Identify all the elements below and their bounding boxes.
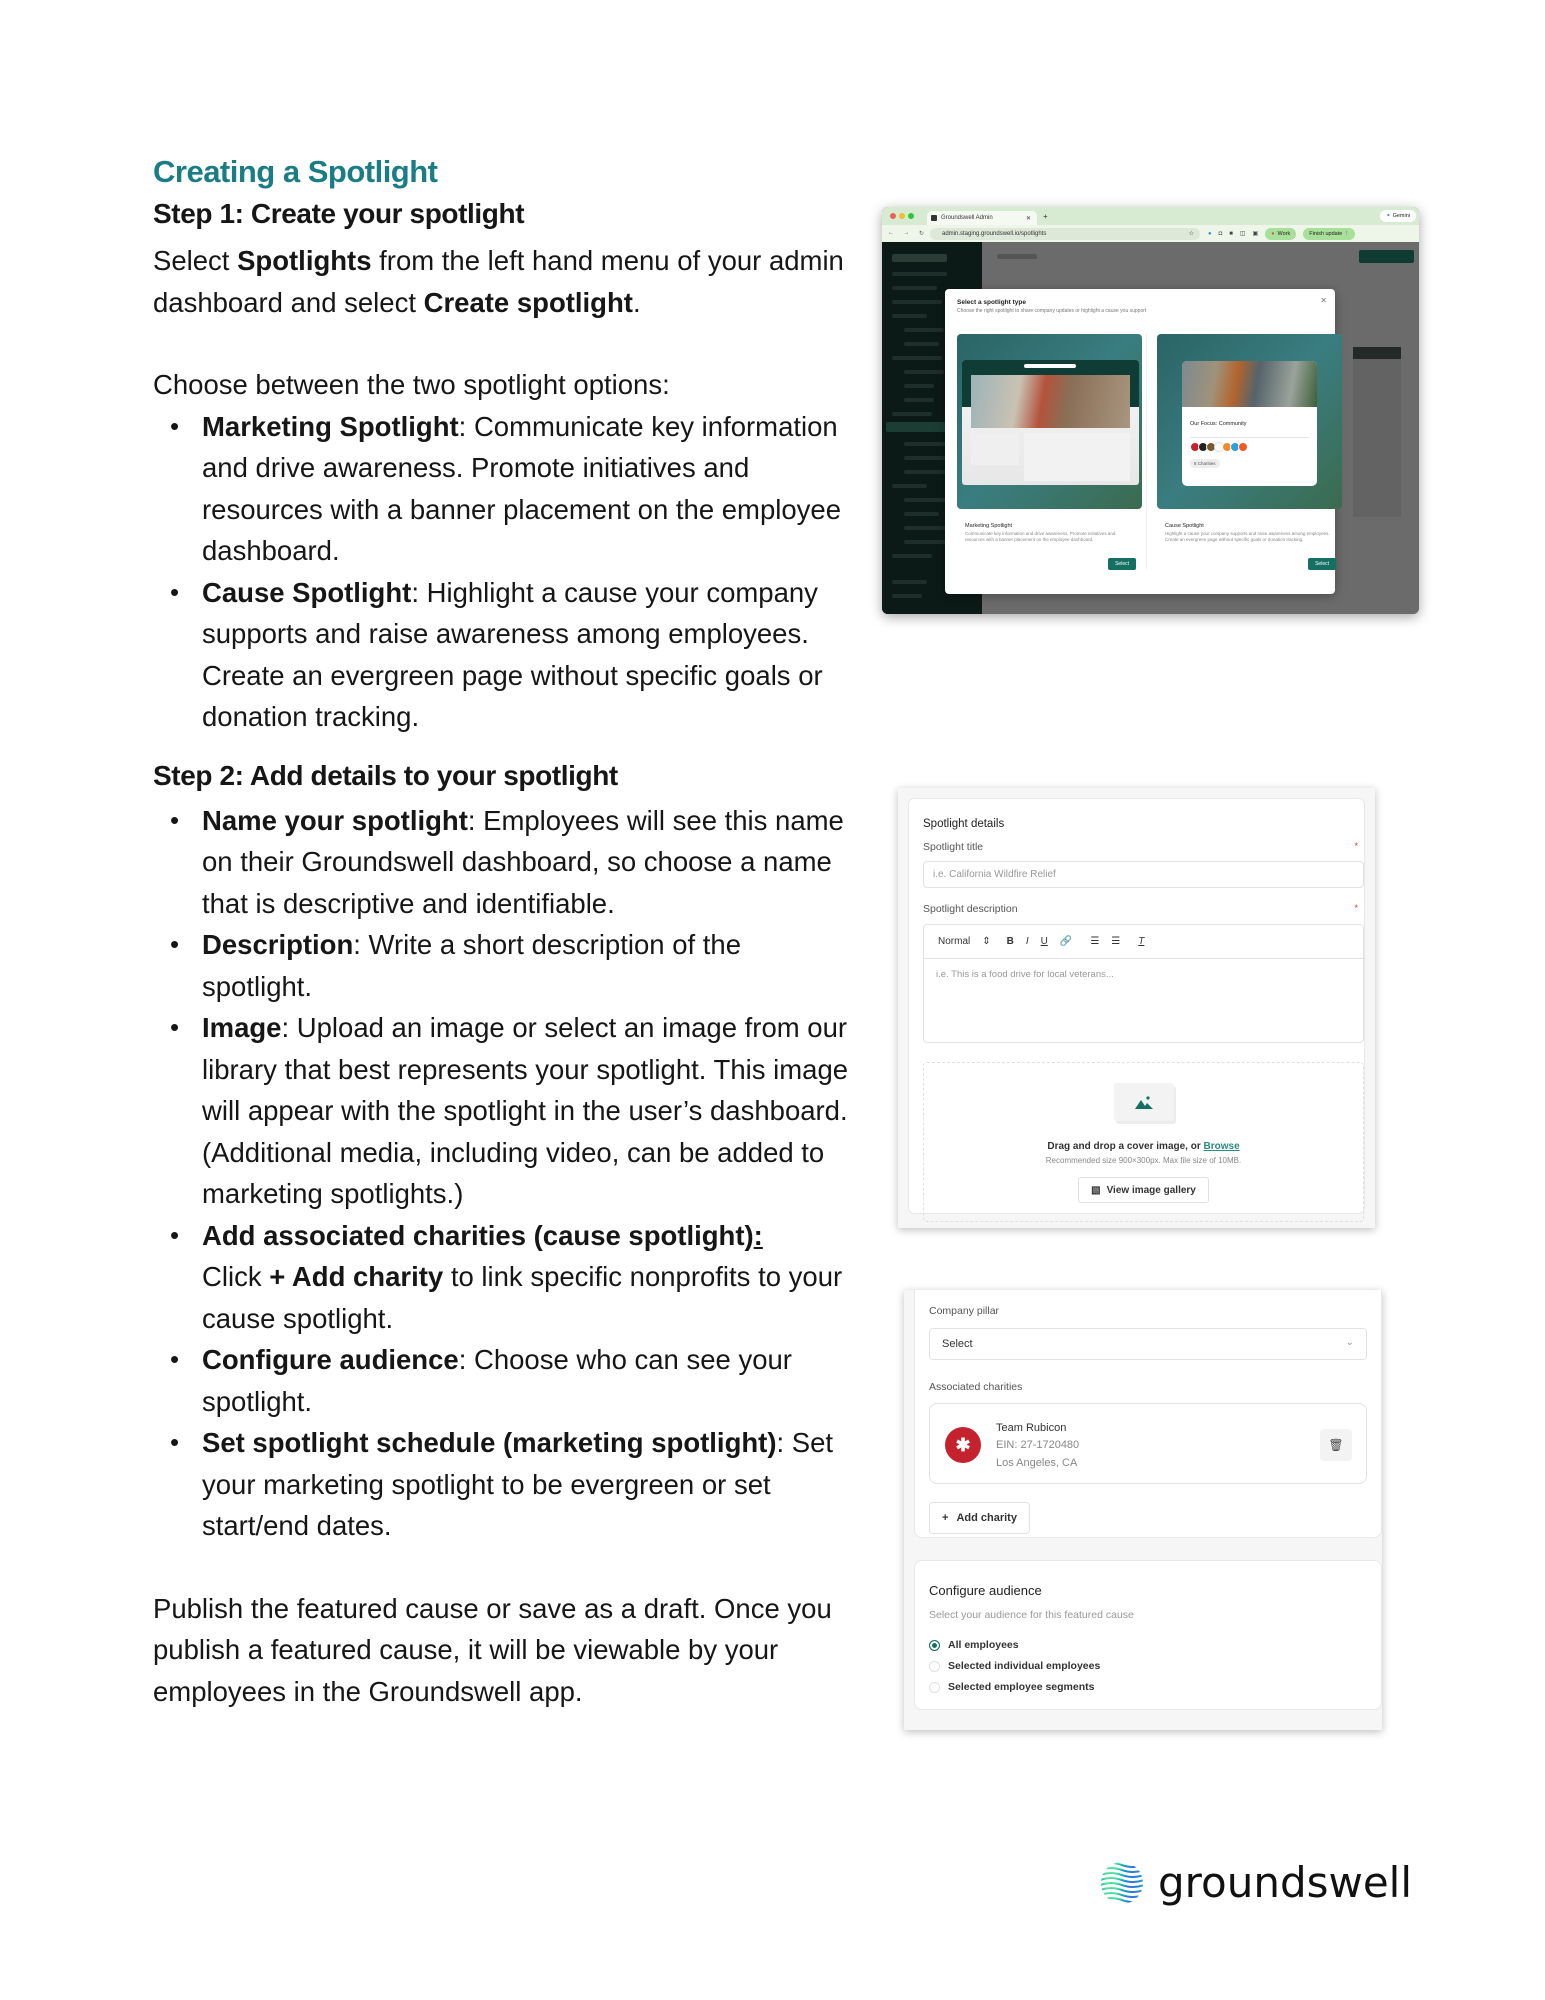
sidebar-item[interactable] [904,512,939,516]
list-item: • Set spotlight schedule (marketing spotlight): Set your marketing spotlight to be evergreen or set start/end dates. [153,1422,853,1547]
select-marketing-button[interactable]: Select [1108,558,1136,570]
audience-title: Configure audience [929,1583,1042,1598]
extension-icon[interactable]: ■ [1229,230,1233,237]
modal-subtitle: Choose the right spotlight to share company updates or highlight a cause you support [957,308,1147,314]
clear-format-icon[interactable]: T [1138,936,1145,947]
sidebar-item[interactable] [904,370,944,374]
description-label: Spotlight description [923,903,1018,915]
italic-icon[interactable]: I [1025,936,1029,947]
details-list [153,800,853,1547]
sidebar-item[interactable] [892,580,927,584]
trash-icon[interactable]: 🗑 [1320,1429,1352,1461]
spotlight-details-card [908,798,1365,1214]
select-cause-button[interactable]: Select [1308,558,1336,570]
charity-location: Los Angeles, CA [996,1457,1078,1469]
required-mark: * [1354,903,1358,913]
list-item: • Description: Write a short description of the spotlight. [153,924,853,1007]
gemini-icon: ✦ [1385,213,1391,219]
sidebar-item[interactable] [892,286,937,290]
image-requirements: Recommended size 900×300px. Max file size of 10MB. [1045,1156,1242,1165]
cover-image-dropzone[interactable] [923,1062,1364,1222]
underline-icon[interactable]: U [1040,936,1048,947]
chevron-down-icon: ⌄ [1345,1337,1354,1348]
marketing-spotlight-option[interactable] [957,334,1142,574]
cause-image [1182,361,1317,407]
required-mark: * [1354,841,1358,851]
browse-link[interactable]: Browse [1203,1141,1240,1152]
option-title: Cause Spotlight [1165,523,1204,529]
charities-label: Associated charities [929,1381,1023,1393]
gallery-icon: ▧ [1091,1184,1101,1196]
pillar-label: Company pillar [929,1305,1000,1317]
back-icon[interactable]: ← [888,230,894,236]
add-charity-button[interactable]: + Add charity [929,1502,1030,1534]
sidebar-item[interactable] [892,272,947,276]
choose-text: Choose between the two spotlight options: [153,369,670,400]
option-title: Marketing Spotlight [965,523,1013,529]
brand-name: groundswell [1158,1858,1413,1907]
closing-text: Publish the featured cause or save as a draft. Once you publish a featured cause, it will be viewable by your employees in the Groundswell app. [153,1592,832,1707]
sidebar-item[interactable] [904,498,949,502]
format-chevron-icon[interactable]: ⇕ [982,936,991,947]
description-editor[interactable] [923,924,1364,1043]
spotlights-table [1353,347,1401,517]
bullet-list-icon[interactable]: ☰ [1111,936,1121,947]
cause-settings-screenshot [904,1290,1382,1730]
editor-toolbar [924,925,1363,959]
sidebar-item[interactable] [892,300,942,304]
cause-preview [1157,334,1342,509]
pillar-charities-card [914,1290,1382,1538]
ordered-list-icon[interactable]: ☰ [1090,936,1100,947]
spotlight-type-modal [945,289,1335,594]
close-window-icon[interactable] [890,213,896,219]
gemini-button[interactable]: ✦ Gemini [1380,210,1416,222]
sidebar-item[interactable] [904,328,944,332]
sidebar-item[interactable] [892,594,922,598]
link-icon[interactable]: 🔗 [1059,936,1073,947]
browser-tab[interactable]: Groundswell Admin ✕ [927,211,1037,225]
charity-item [929,1403,1367,1484]
drop-instructions: Drag and drop a cover image, or Browse [1047,1141,1240,1152]
sidebar-item[interactable] [904,384,934,388]
radio-individual-employees[interactable]: Selected individual employees [929,1660,1100,1672]
step1-heading: Step 1: Create your spotlight [153,198,525,229]
bold-icon[interactable]: B [1006,936,1014,947]
sidebar-item[interactable] [904,342,939,346]
favicon-icon [931,215,937,221]
banner-image [971,375,1130,428]
url-input[interactable]: admin.staging.groundswell.io/spotlights ☆ [930,228,1200,240]
list-item: • Configure audience: Choose who can see your spotlight. [153,1339,853,1422]
charity-name: Team Rubicon [996,1422,1067,1434]
list-item: • Marketing Spotlight: Communicate key information and drive awareness. Promote initiatives and resources with a banner placement on the employee dashboard. [153,406,853,572]
radio-employee-segments[interactable]: Selected employee segments [929,1681,1094,1693]
spotlight-details-screenshot [898,788,1375,1228]
reload-icon[interactable]: ↻ [918,231,924,237]
list-item: • Add associated charities (cause spotlight): Click + Add charity to link specific nonprofits to your cause spotlight. [153,1215,853,1340]
sidebar-item[interactable] [892,314,927,318]
groundswell-logo [1100,1858,1412,1907]
step2-heading: Step 2: Add details to your spotlight [153,759,618,791]
document-body [153,150,853,1712]
radio-all-employees[interactable]: All employees [929,1639,1019,1651]
sidebar-item[interactable] [892,356,942,360]
forward-icon[interactable]: → [903,230,910,236]
sidebar-item[interactable] [904,398,934,402]
list-item: • Cause Spotlight: Highlight a cause your company supports and raise awareness among employees. Create an evergreen page without specific goals or donation tracking. [153,572,853,738]
address-bar-row [882,225,1419,242]
plus-icon: + [942,1512,949,1524]
step1-intro: Select Spotlights from the left hand menu of your admin dashboard and select Create spotlight. [153,245,844,318]
format-select[interactable]: Normal [938,936,971,947]
avatar: ● [1271,230,1275,237]
charity-count-badge: 8 Charities [1190,459,1220,468]
divider [1146,334,1147,569]
camera-extension-icon[interactable]: ◘ [1218,230,1223,237]
bookmark-star-icon[interactable]: ☆ [1188,231,1194,237]
option-description: Highlight a cause your company supports and raise awareness among employees. Create an evergreen page without specific goals or donation tracking. [1165,531,1330,542]
finish-update-button[interactable]: Finish update ⋮ [1303,228,1355,240]
sidebar-item[interactable] [892,412,932,416]
sidebar-item[interactable] [892,484,927,488]
new-tab-button[interactable]: + [1043,211,1048,221]
title-label: Spotlight title [923,841,984,853]
image-icon [1114,1083,1174,1121]
maximize-window-icon[interactable] [908,213,914,219]
sidebar-logo [892,254,947,262]
password-extension-icon[interactable]: ● [1208,230,1212,237]
puzzle-extensions-icon[interactable]: ◫ [1239,231,1246,237]
close-icon[interactable]: ✕ [1320,296,1327,305]
section-title: Spotlight details [923,818,1005,830]
sidebar-item[interactable] [904,442,949,446]
page-heading [997,254,1037,259]
wave-logo-icon [1100,1861,1144,1905]
admin-app [882,242,1419,614]
modal-title: Select a spotlight type [957,299,1026,306]
description-placeholder: i.e. This is a food drive for local veterans... [936,969,1114,980]
cause-preview-card: Our Focus: Community 8 Charities [1182,361,1317,486]
sidebar-item[interactable] [892,554,932,558]
marketing-preview [957,334,1142,509]
tab-search-icon[interactable]: ▣ [1252,231,1259,237]
charity-logo: ✱ [945,1427,981,1463]
view-image-gallery-button[interactable]: ▧ View image gallery [1078,1177,1209,1203]
company-pillar-select[interactable]: Select ⌄ [929,1328,1367,1360]
spotlight-options-list [153,406,853,738]
minimize-window-icon[interactable] [899,213,905,219]
browser-screenshot [882,207,1419,614]
audience-subtitle: Select your audience for this featured cause [929,1609,1134,1621]
configure-audience-card [914,1560,1382,1710]
charity-logos [1190,442,1317,452]
list-item: • Name your spotlight: Employees will see this name on their Groundswell dashboard, so choose a name that is descriptive and identifiable. [153,800,853,925]
profile-button[interactable]: ● Work [1265,228,1296,240]
spotlight-title-input[interactable]: i.e. California Wildfire Relief [923,861,1364,888]
dashboard-mockup [962,360,1139,485]
charity-ein: EIN: 27-1720480 [996,1439,1080,1451]
create-spotlight-button[interactable] [1359,250,1414,263]
tab-bar [882,207,1419,225]
cause-spotlight-option[interactable] [1157,334,1342,574]
close-tab-icon[interactable]: ✕ [1025,215,1031,222]
page-title: Creating a Spotlight [153,154,438,189]
option-description: Communicate key information and drive awareness. Promote initiatives and resources with a banner placement on the employee dashboard. [965,531,1116,542]
list-item: • Image: Upload an image or select an image from our library that best represents your spotlight. This image will appear with the spotlight in the user’s dashboard. (Additional media, including video, can be added to marketing spotlights.) [153,1007,853,1215]
